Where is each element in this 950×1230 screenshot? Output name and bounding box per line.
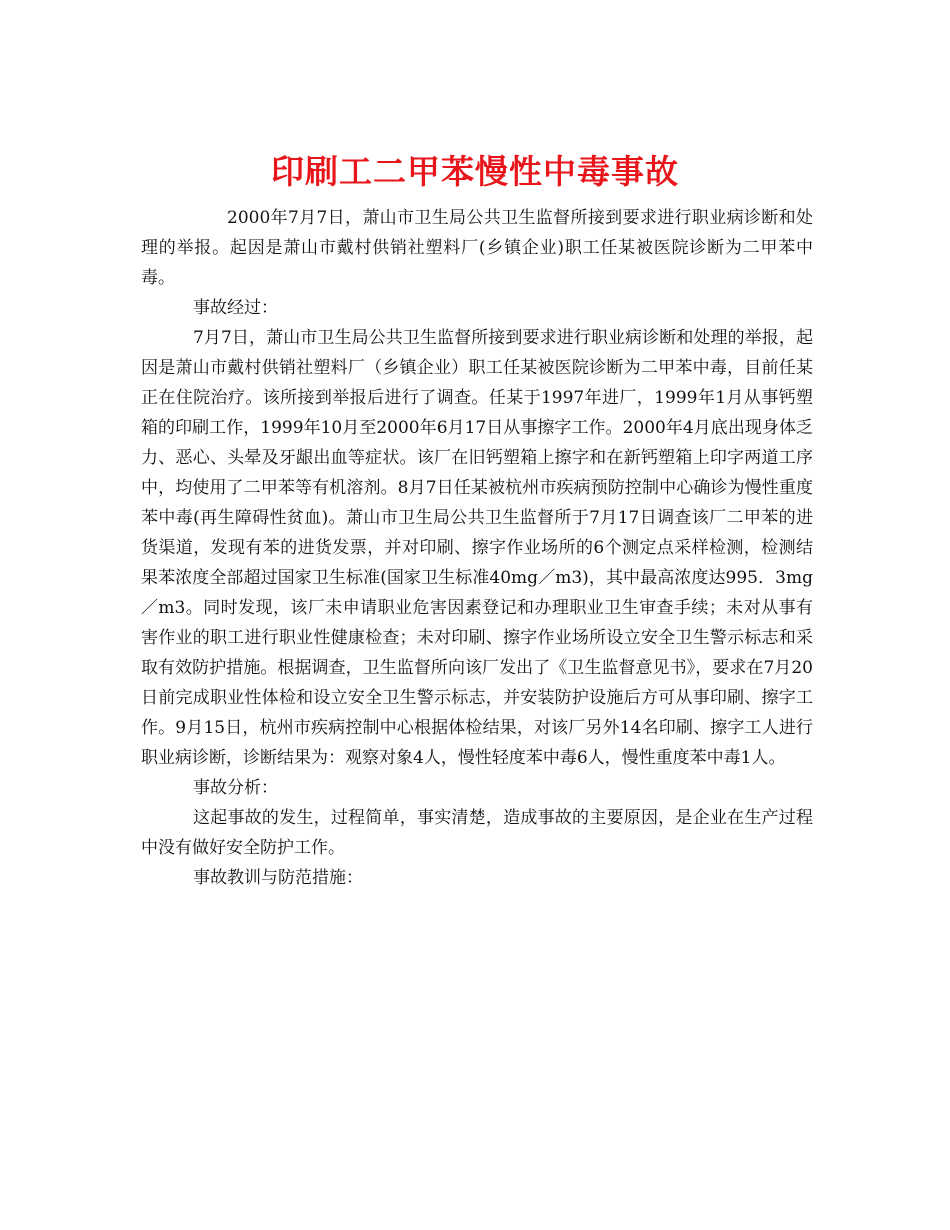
section-heading-analysis: 事故分析：	[193, 778, 278, 798]
document-body	[141, 203, 813, 893]
process-paragraph: 7月7日，萧山市卫生局公共卫生监督所接到要求进行职业病诊断和处理的举报，起因是萧山市戴村供销社塑料厂（乡镇企业）职工任某被医院诊断为二甲苯中毒，目前任某正在住院治疗。该所接到举报后进行了调查。任某于1997年进厂，1999年1月从事钙塑箱的印刷工作，1999年10月至2000年6月17日从事擦字工作。2000年4月底出现身体乏力、恶心、头晕及牙龈出血等症状。该厂在旧钙塑箱上擦字和在新钙塑箱上印字两道工序中，均使用了二甲苯等有机溶剂。8月7日任某被杭州市疾病预防控制中心确诊为慢性重度苯中毒(再生障碍性贫血)。萧山市卫生局公共卫生监督所于7月17日调查该厂二甲苯的进货渠道，发现有苯的进货发票，并对印刷、擦字作业场所的6个测定点采样检测，检测结果苯浓度全部超过国家卫生标准(国家卫生标准40mg／m3)，其中最高浓度达995．3mg／m3。同时发现，该厂未申请职业危害因素登记和办理职业卫生审查手续；未对从事有害作业的职工进行职业性健康检查；未对印刷、擦字作业场所设立安全卫生警示标志和采取有效防护措施。根据调查，卫生监督所向该厂发出了《卫生监督意见书》，要求在7月20日前完成职业性体检和设立安全卫生警示标志，并安装防护设施后方可从事印刷、擦字工作。9月15日，杭州市疾病控制中心根据体检结果，对该厂另外14名印刷、擦字工人进行职业病诊断，诊断结果为：观察对象4人，慢性轻度苯中毒6人，慢性重度苯中毒1人。	[141, 328, 813, 768]
analysis-paragraph: 这起事故的发生，过程简单，事实清楚，造成事故的主要原因，是企业在生产过程中没有做好安全防护工作。	[141, 808, 813, 858]
document-title: 印刷工二甲苯慢性中毒事故	[271, 152, 679, 192]
section-heading-process: 事故经过：	[193, 298, 278, 318]
intro-paragraph: 2000年7月7日，萧山市卫生局公共卫生监督所接到要求进行职业病诊断和处理的举报。起因是萧山市戴村供销社塑料厂(乡镇企业)职工任某被医院诊断为二甲苯中毒。	[141, 208, 813, 288]
section-heading-lessons: 事故教训与防范措施：	[193, 868, 363, 888]
